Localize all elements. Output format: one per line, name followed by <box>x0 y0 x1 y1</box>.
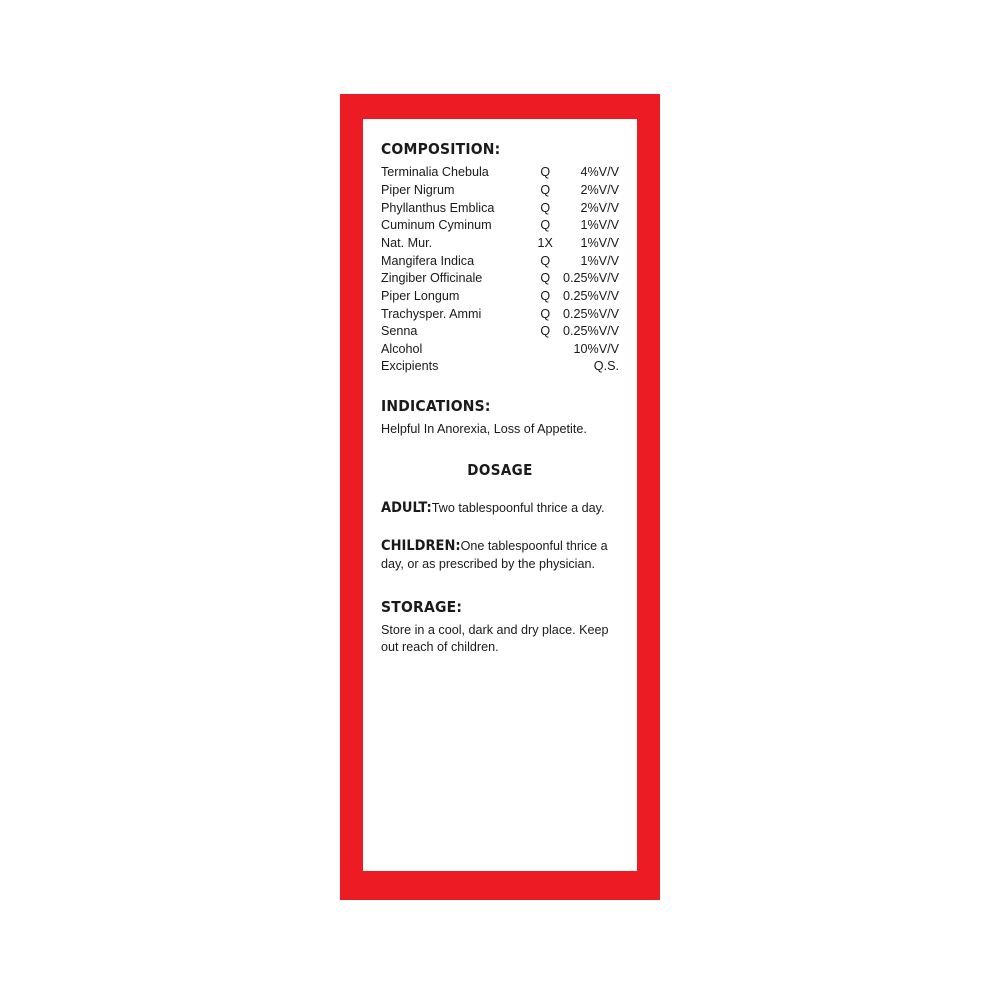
ingredient-potency: Q <box>540 253 551 268</box>
composition-row <box>381 217 619 235</box>
composition-heading: COMPOSITION: <box>381 140 501 158</box>
ingredient-quantity: 0.25%V/V <box>562 306 619 321</box>
composition-row <box>381 164 619 182</box>
storage-heading: STORAGE: <box>381 598 463 617</box>
ingredient-potency: Q <box>540 200 551 215</box>
ingredient-potency: Q <box>540 271 551 286</box>
ingredient-quantity: 2%V/V <box>580 183 619 198</box>
ingredient-potency <box>531 358 560 376</box>
dosage-adult-row <box>381 499 619 517</box>
ingredient-quantity: 0.25%V/V <box>562 271 619 286</box>
ingredient-name: Mangifera Indica <box>381 253 475 268</box>
dosage-children-label: CHILDREN: <box>381 538 461 555</box>
ingredient-quantity: Q.S. <box>593 359 619 374</box>
ingredient-quantity: 0.25%V/V <box>562 324 619 339</box>
ingredient-name: Zingiber Officinale <box>381 271 483 286</box>
indications-text: Helpful In Anorexia, Loss of Appetite. <box>381 421 587 436</box>
ingredient-name: Excipients <box>381 359 439 374</box>
indications-heading: INDICATIONS: <box>381 396 491 415</box>
ingredient-potency: 1X <box>537 236 553 250</box>
ingredient-quantity: 10%V/V <box>573 341 619 356</box>
ingredient-name: Piper Longum <box>381 288 460 303</box>
ingredient-quantity: 0.25%V/V <box>562 288 619 303</box>
storage-text: Store in a cool, dark and dry place. Keep out reach of children. <box>381 623 609 654</box>
composition-row <box>381 235 619 253</box>
ingredient-quantity: 1%V/V <box>580 236 619 250</box>
ingredient-potency <box>531 340 560 358</box>
ingredient-name: Terminalia Chebula <box>381 165 489 180</box>
composition-row <box>381 305 619 323</box>
ingredient-potency: Q <box>540 183 551 198</box>
composition-row <box>381 182 619 200</box>
composition-row <box>381 340 619 358</box>
ingredient-name: Alcohol <box>381 341 423 356</box>
dosage-children-text: One tablespoonful thrice a day, or as prescribed by the physician. <box>381 539 608 572</box>
ingredient-name: Senna <box>381 324 418 339</box>
dosage-section <box>381 461 619 573</box>
composition-row <box>381 270 619 288</box>
ingredient-name: Trachysper. Ammi <box>381 306 482 321</box>
ingredient-potency: Q <box>540 288 551 303</box>
label-red-border <box>340 94 660 900</box>
dosage-title: DOSAGE <box>467 461 533 480</box>
ingredient-potency: Q <box>540 306 551 321</box>
ingredient-name: Nat. Mur. <box>381 236 433 250</box>
ingredient-name: Cuminum Cyminum <box>381 218 492 233</box>
ingredient-potency: Q <box>540 218 551 233</box>
dosage-adult-text: Two tablespoonful thrice a day. <box>431 501 605 516</box>
ingredient-quantity: 1%V/V <box>580 218 619 233</box>
composition-section <box>381 141 619 376</box>
ingredient-name: Piper Nigrum <box>381 183 455 198</box>
composition-row <box>381 358 619 376</box>
composition-row <box>381 323 619 341</box>
ingredient-quantity: 2%V/V <box>580 200 619 215</box>
composition-row <box>381 252 619 270</box>
dosage-adult-label: ADULT: <box>381 500 432 517</box>
composition-table <box>381 164 619 376</box>
ingredient-quantity: 4%V/V <box>580 165 619 180</box>
ingredient-quantity: 1%V/V <box>580 253 619 268</box>
storage-section <box>381 599 619 655</box>
composition-row <box>381 199 619 217</box>
composition-row <box>381 288 619 306</box>
dosage-children-row <box>381 537 619 573</box>
ingredient-potency: Q <box>540 324 551 339</box>
label-inner-panel <box>363 119 637 871</box>
ingredient-name: Phyllanthus Emblica <box>381 200 495 215</box>
ingredient-potency: Q <box>540 165 551 180</box>
indications-section <box>381 398 619 437</box>
